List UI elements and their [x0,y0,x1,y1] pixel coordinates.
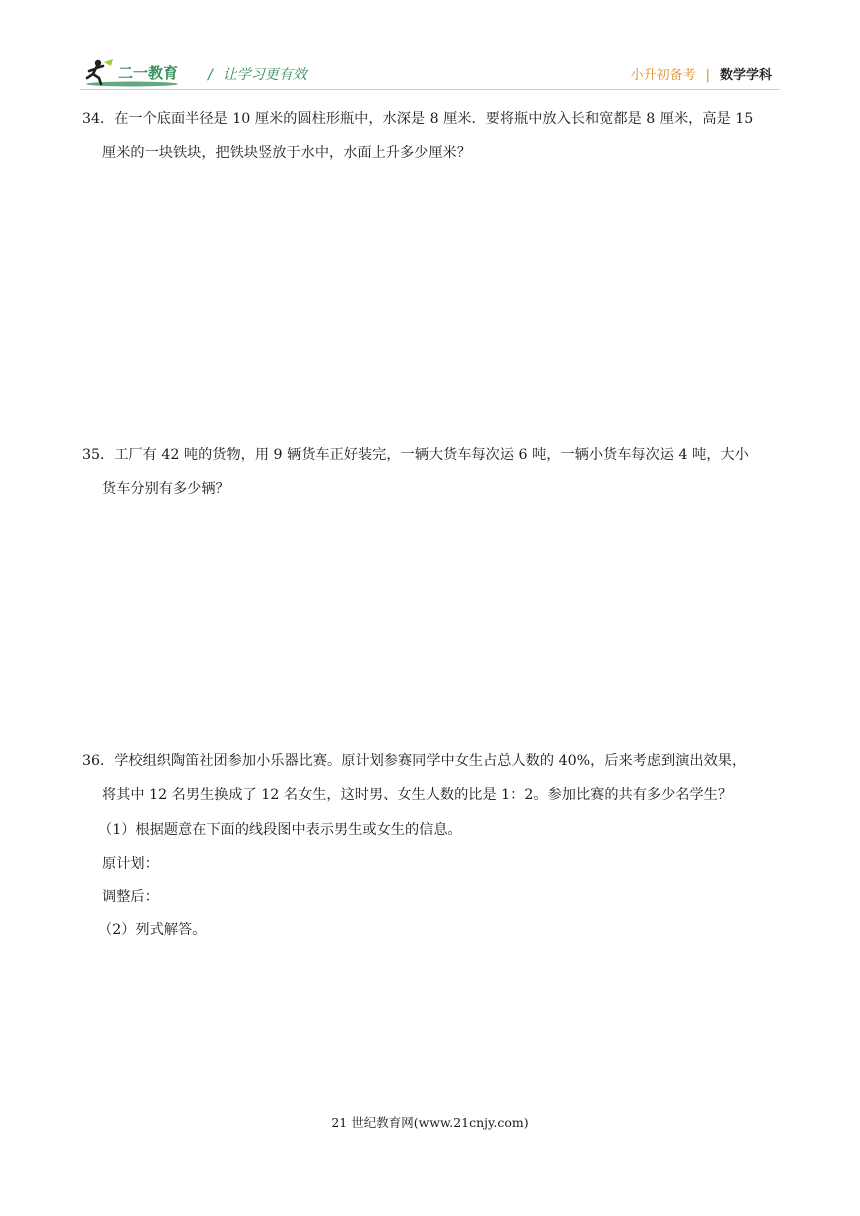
slogan [208,64,307,84]
logo-icon [82,56,192,88]
q36-adjusted: 调整后： [102,889,159,905]
q34-line1: 34．在一个底面半径是 10 厘米的圆柱形瓶中，水深是 8 厘米．要将瓶中放入长和宽都是 8 厘米，高是 15 [82,111,754,127]
header-separator: | [705,68,710,83]
svg-text:二一教育: 二一教育 [118,64,179,82]
q36-original-plan: 原计划： [102,856,159,872]
slogan-text: 让学习更有效 [222,67,307,83]
header-right [631,64,772,83]
page-header [80,56,780,90]
q36-line1: 36．学校组织陶笛社团参加小乐器比赛。原计划参赛同学中女生占总人数的 40%，后来考虑到演出效果， [82,753,747,769]
q35-line1: 35．工厂有 42 吨的货物，用 9 辆货车正好装完，一辆大货车每次运 6 吨，一辆小货车每次运 4 吨，大小 [82,447,749,463]
q35-line2: 货车分别有多少辆？ [102,481,230,497]
q36-line2: 将其中 12 名男生换成了 12 名女生，这时男、女生人数的比是 1：2。参加比赛的共有多少名学生？ [102,787,733,803]
header-divider [80,89,780,90]
q36-part1: （1）根据题意在下面的线段图中表示男生或女生的信息。 [98,822,462,838]
exam-label: 小升初备考 [630,68,696,83]
q34-line2: 厘米的一块铁块，把铁块竖放于水中，水面上升多少厘米？ [102,145,471,161]
page-footer: 21 世纪教育网(www.21cnjy.com) [331,1115,529,1130]
q36-part2: （2）列式解答。 [98,922,207,938]
subject-label: 数学学科 [719,68,772,83]
slogan-slash: / [208,67,213,83]
